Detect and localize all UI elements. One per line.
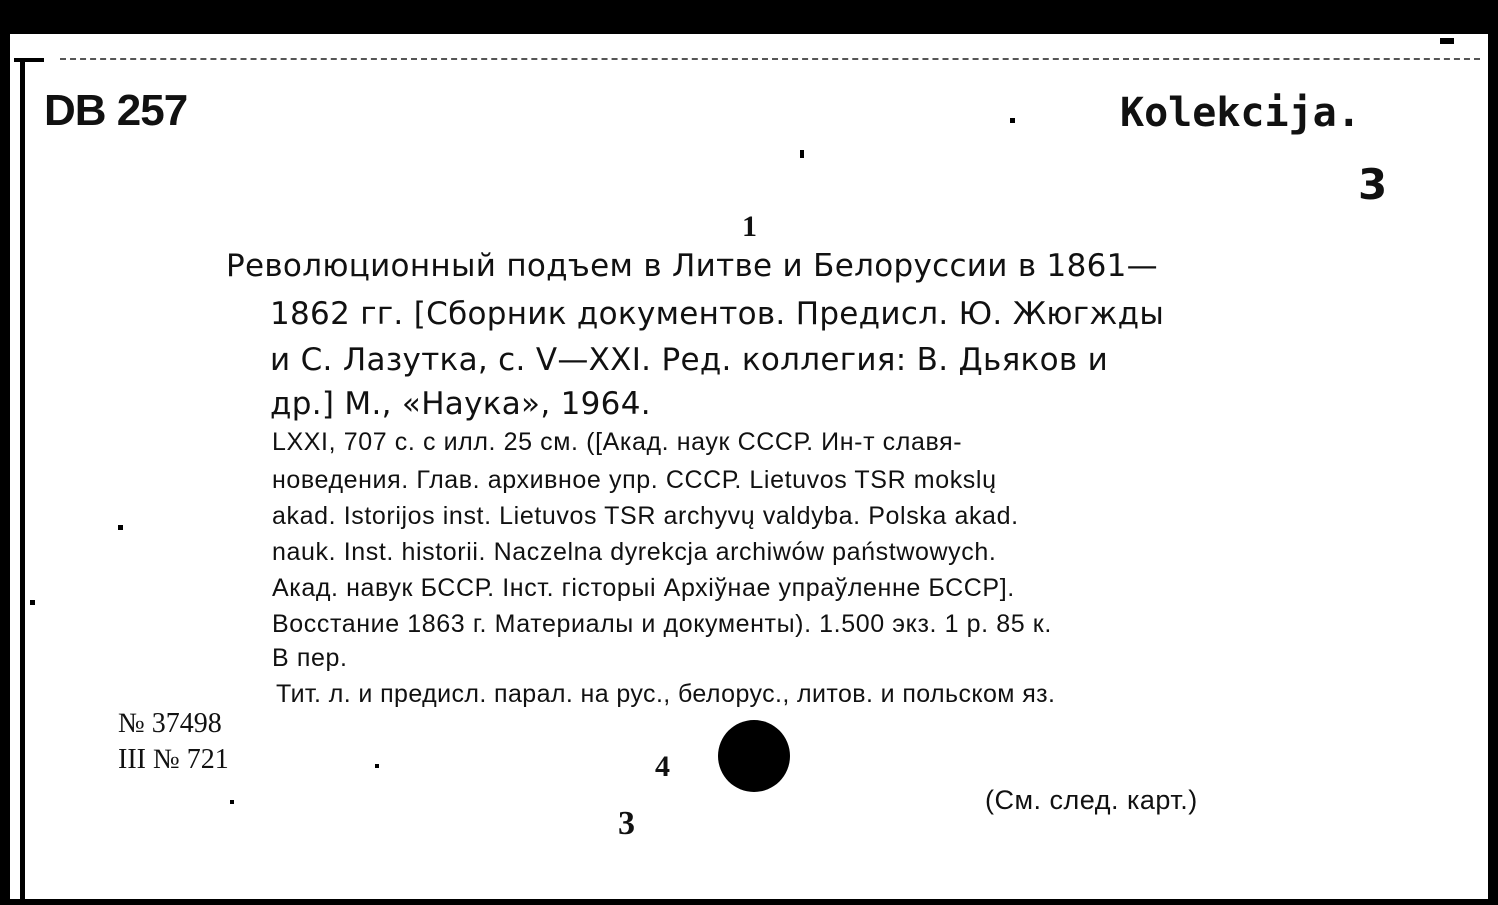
card-number: 3 [1358, 160, 1388, 209]
scan-border-top [0, 0, 1498, 34]
registry-number: № 37498 [118, 708, 222, 739]
collection-label: Kolekcija. [1120, 90, 1361, 136]
scan-border-left [0, 0, 10, 905]
handwritten-mark: 3 [618, 805, 635, 842]
description-line: Акад. навук БССР. Інст. гісторыі Архіўнае упраўленне БССР]. [272, 574, 1015, 602]
scan-speck [800, 150, 804, 158]
punch-hole [718, 720, 790, 792]
scan-speck [1440, 38, 1454, 44]
scan-speck [230, 800, 234, 804]
scan-speck [375, 764, 379, 768]
description-line: новедения. Глав. архивное упр. СССР. Lietuvos TSR mokslų [272, 466, 997, 494]
title-line: Революционный подъем в Литве и Белоруссии в 1861— [226, 248, 1158, 284]
description-line: nauk. Inst. historii. Naczelna dyrekcja archiwów państwowych. [272, 538, 997, 566]
language-note: Тит. л. и предисл. парал. на рус., белорус., литов. и польском яз. [276, 680, 1056, 708]
scan-speck [30, 600, 35, 605]
scan-speck [118, 525, 123, 530]
description-line: В пер. [272, 644, 348, 672]
scan-border-bottom [0, 899, 1498, 905]
card-margin-rule [20, 60, 25, 900]
title-line: 1862 гг. [Сборник документов. Предисл. Ю. Жюгжды [270, 296, 1165, 332]
description-line: akad. Istorijos inst. Lietuvos TSR archyvų valdyba. Polska akad. [272, 502, 1019, 530]
scan-border-right [1488, 0, 1498, 905]
card-top-rule [60, 58, 1480, 60]
description-line: Восстание 1863 г. Материалы и документы). 1.500 экз. 1 р. 85 к. [272, 610, 1052, 638]
title-line: др.] М., «Наука», 1964. [270, 386, 651, 422]
section-mark: 1 [742, 210, 757, 243]
call-number: DB 257 [44, 86, 188, 135]
scan-speck [1010, 118, 1015, 123]
title-line: и С. Лазутка, с. V—XXI. Ред. коллегия: В. Дьяков и [270, 342, 1109, 378]
card-margin-hook [14, 58, 44, 62]
continuation-note: (См. след. карт.) [985, 785, 1198, 815]
handwritten-mark: 4 [655, 750, 670, 783]
description-line: LXXI, 707 с. с илл. 25 см. ([Акад. наук СССР. Ин-т славя- [272, 428, 963, 456]
registry-number: III № 721 [118, 744, 229, 775]
